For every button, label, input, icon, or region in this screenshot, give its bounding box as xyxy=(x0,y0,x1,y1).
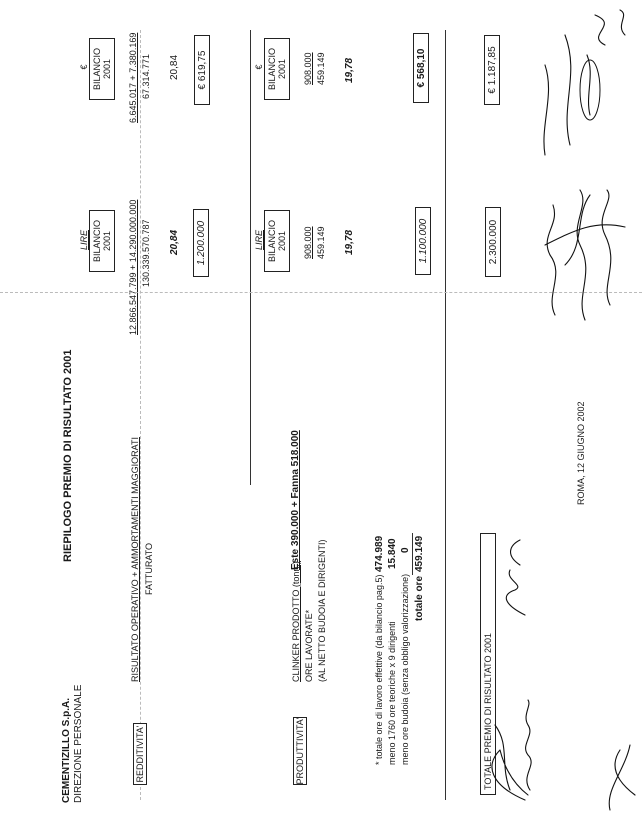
redditivita-label xyxy=(133,723,147,785)
year-label: 2001 xyxy=(277,230,287,252)
redditivita-lire-premium-value: 1.200.000 xyxy=(195,220,207,266)
year-label: 2001 xyxy=(277,58,287,80)
produttivita-lire-premium-value: 1.100.000 xyxy=(417,218,429,264)
produttivita-label-text: PRODUTTIVITA' xyxy=(295,717,305,785)
redditivita-euro-ratio: 20,84 xyxy=(169,54,180,80)
bilancio-label: BILANCIO xyxy=(267,48,277,91)
redditivita-label-text: REDDITIVITA' xyxy=(135,725,145,783)
produttivita-denominator-note: (AL NETTO BUDOIA E DIRIGENTI) xyxy=(317,539,327,682)
produttivita-denominator-label: ORE LAVORATE* xyxy=(304,609,314,682)
totale-euro-value: € 1.187,85 xyxy=(486,46,498,94)
section-divider xyxy=(445,30,446,800)
department-name: DIREZIONE PERSONALE xyxy=(73,684,84,803)
euro-column-label: € xyxy=(79,64,89,70)
document-title: RIEPILOGO PREMIO DI RISULTATO 2001 xyxy=(62,349,74,562)
divider-dashed xyxy=(140,30,141,800)
signature-2 xyxy=(600,735,640,815)
signature-4 xyxy=(495,530,535,620)
signatures-group xyxy=(535,185,635,325)
totale-lire-value: 2.300.000 xyxy=(487,219,499,265)
totale-label-text: TOTALE PREMIO DI RISULTATO 2001 xyxy=(483,632,493,790)
hours-row-value: 474.989 xyxy=(374,535,385,572)
produttivita-euro-numerator: 908.000 xyxy=(303,52,313,85)
hours-row-label: meno ore budoia (senza obbligo valorizzazione) xyxy=(400,573,410,765)
bilancio-label: BILANCIO xyxy=(92,220,102,263)
redditivita-euro-numerator: 6.645.017 + 7.380.169 xyxy=(128,32,138,123)
redditivita-euro-premium xyxy=(194,35,210,105)
hours-total-value: 459.149 xyxy=(414,535,425,572)
lire-column-label: LIRE xyxy=(254,230,264,251)
produttivita-euro-ratio: 19,78 xyxy=(344,57,355,83)
euro-column-header xyxy=(89,38,115,100)
hours-total-label: totale ore xyxy=(414,575,425,621)
produttivita-lire-denominator: 459.149 xyxy=(316,226,326,259)
euro-column-header xyxy=(264,38,290,100)
redditivita-denominator-label: FATTURATO xyxy=(144,542,154,595)
produttivita-numerator-detail: Este 390.000 + Fanna 518.000 xyxy=(290,430,301,570)
year-label: 2001 xyxy=(102,58,112,80)
redditivita-euro-premium-value: € 619,75 xyxy=(196,50,208,90)
produttivita-euro-denominator: 459.149 xyxy=(316,52,326,85)
lire-column-label: LIRE xyxy=(79,230,89,251)
lire-column-header xyxy=(89,210,115,272)
place-date: ROMA, 12 GIUGNO 2002 xyxy=(576,401,586,505)
company-name: CEMENTIZILLO S.p.A. xyxy=(61,698,72,803)
sum-line xyxy=(412,533,413,575)
produttivita-euro-premium-value: € 568,10 xyxy=(415,48,427,88)
produttivita-lire-premium xyxy=(415,207,431,275)
bilancio-label: BILANCIO xyxy=(92,48,102,91)
redditivita-lire-numerator: 12.866.547.799 + 14.290.000.000 xyxy=(128,199,138,335)
produttivita-euro-premium xyxy=(413,33,429,103)
produttivita-label xyxy=(293,717,307,785)
signature-3 xyxy=(520,695,540,795)
redditivita-lire-denominator: 130.339.570.787 xyxy=(141,219,151,287)
hours-row-value: 15.840 xyxy=(387,538,398,569)
produttivita-lire-ratio: 19,78 xyxy=(344,229,355,255)
section-divider xyxy=(250,30,251,485)
bilancio-label: BILANCIO xyxy=(267,220,277,263)
totale-lire xyxy=(485,207,501,277)
redditivita-numerator-label: RISULTATO OPERATIVO + AMMORTAMENTI MAGGIORATI xyxy=(130,437,140,682)
redditivita-lire-premium xyxy=(193,209,209,277)
redditivita-euro-denominator: 67.314.771 xyxy=(141,53,151,99)
hours-row-label: meno 1760 ore teoriche x 9 dirigenti xyxy=(387,621,397,765)
hours-row-label: * totale ore di lavoro effettive (da bilancio pag.5) xyxy=(374,574,384,765)
redditivita-lire-ratio: 20,84 xyxy=(169,229,180,255)
totale-euro xyxy=(484,35,500,105)
produttivita-lire-numerator: 908.000 xyxy=(303,226,313,259)
year-label: 2001 xyxy=(102,230,112,252)
hours-row-value: 0 xyxy=(400,547,411,553)
lire-column-header xyxy=(264,210,290,272)
produttivita-numerator-label: CLINKER PRODOTTO (tonn.) xyxy=(291,561,301,682)
euro-column-label: € xyxy=(254,64,264,70)
signatures-right xyxy=(525,5,635,165)
